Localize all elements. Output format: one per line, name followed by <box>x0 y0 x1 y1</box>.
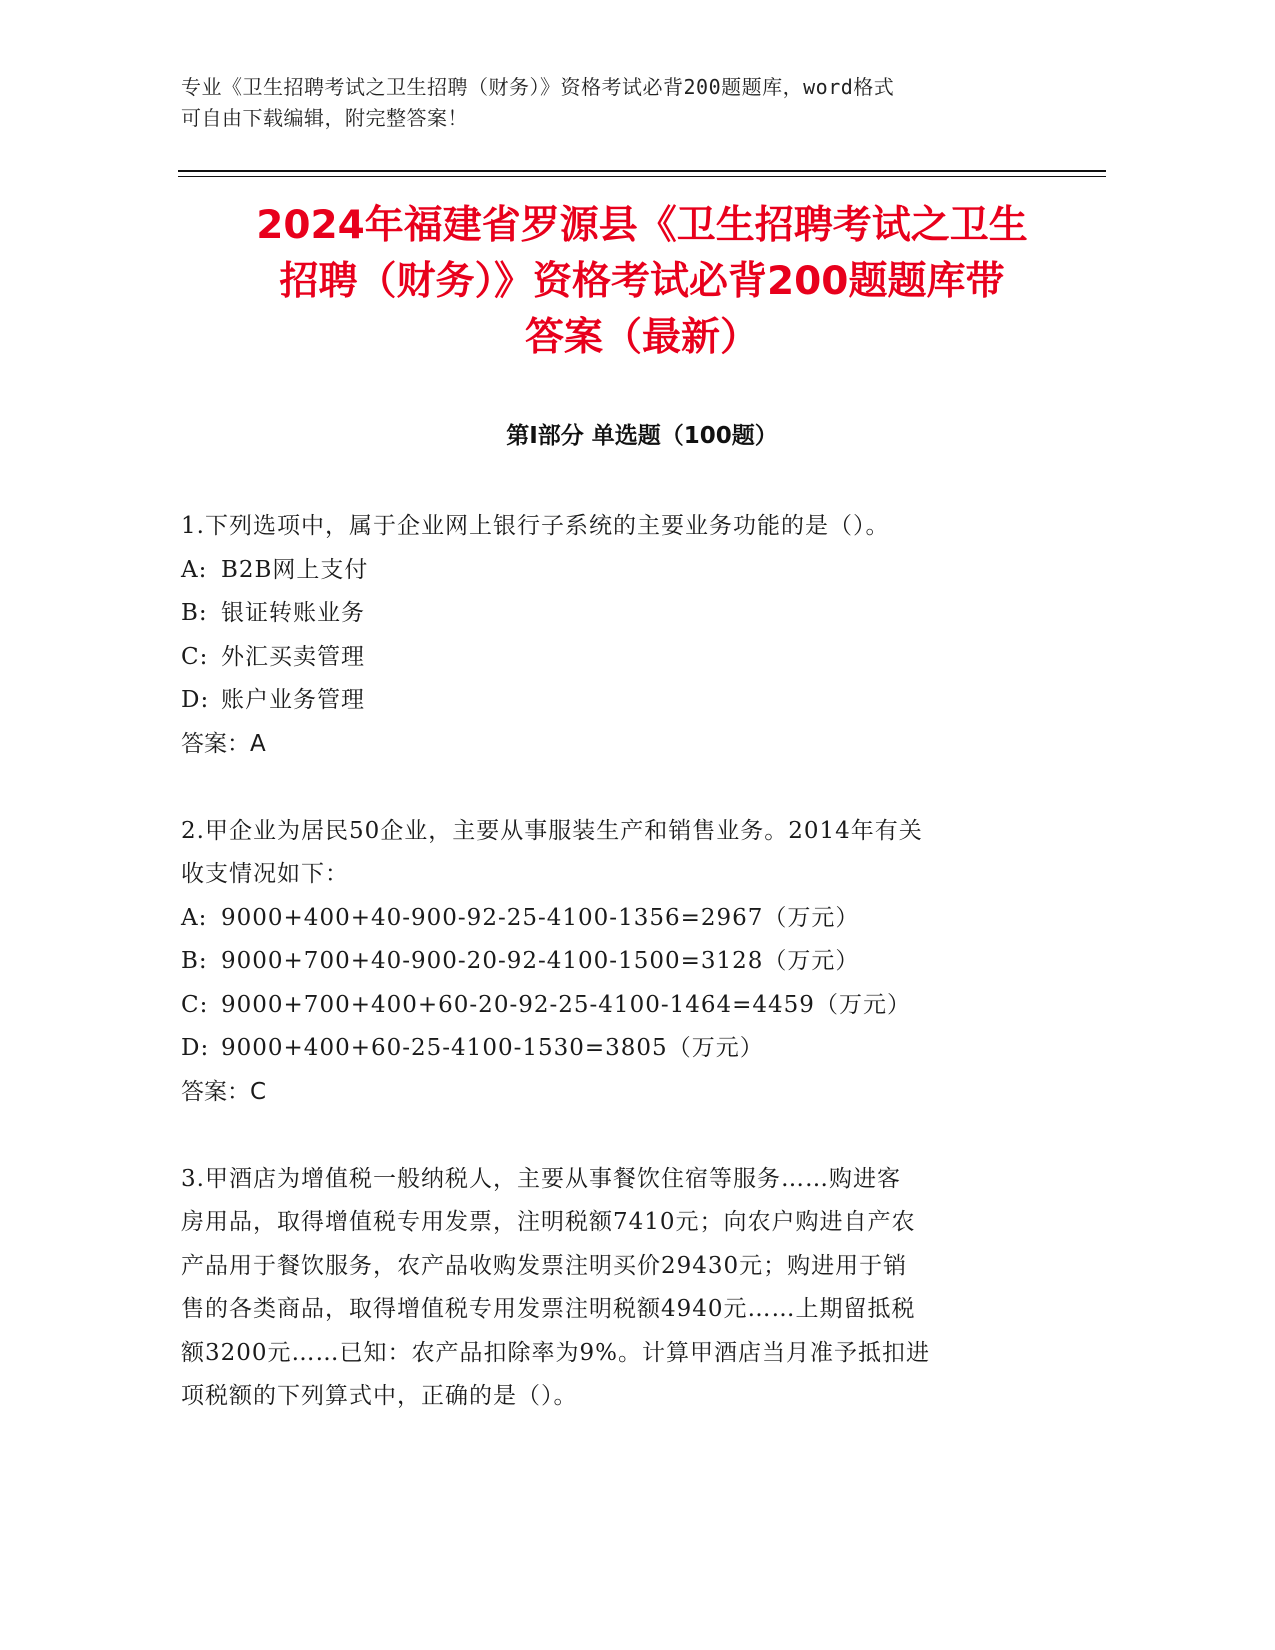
option-letter: D: <box>181 687 210 713</box>
option-c <box>181 984 1081 1028</box>
question-text: 房用品，取得增值税专用发票，注明税额7410元；向农户购进自产农 <box>181 1209 916 1235</box>
option-text: 银证转账业务 <box>221 600 365 626</box>
answer-line: 答案：C <box>181 1078 267 1105</box>
question-text: 2.甲企业为居民50企业，主要从事服装生产和销售业务。2014年有关 <box>181 817 923 844</box>
option-a <box>181 549 1081 593</box>
option-letter: D: <box>181 1035 210 1061</box>
question-text: 售的各类商品，取得增值税专用发票注明税额4940元……上期留抵税 <box>181 1296 916 1322</box>
document-title <box>178 198 1106 366</box>
option-letter: C: <box>181 643 209 670</box>
document-header-note <box>181 72 1081 134</box>
question-text: 3.甲酒店为增值税一般纳税人，主要从事餐饮住宿等服务……购进客 <box>181 1165 901 1192</box>
option-text: 9000+700+400+60-20-92-25-4100-1464=4459（万元） <box>221 991 911 1018</box>
option-c <box>181 636 1081 680</box>
option-text: 9000+400+60-25-4100-1530=3805（万元） <box>221 1035 764 1061</box>
question-text: 额3200元……已知：农产品扣除率为9%。计算甲酒店当月准予抵扣进 <box>181 1339 931 1366</box>
question-text: 收支情况如下： <box>181 861 349 887</box>
question-list <box>181 505 1081 1419</box>
option-text: 账户业务管理 <box>221 687 365 713</box>
question-2 <box>181 810 1081 1115</box>
question-text: 产品用于餐饮服务，农产品收购发票注明买价29430元；购进用于销 <box>181 1252 908 1279</box>
option-text: 9000+700+40-900-20-92-4100-1500=3128（万元） <box>221 948 860 974</box>
option-d <box>181 679 1081 723</box>
option-letter: B: <box>181 600 208 626</box>
option-text: 9000+400+40-900-92-25-4100-1356=2967（万元） <box>221 904 860 931</box>
option-b <box>181 592 1081 636</box>
title-line: 2024年福建省罗源县《卫生招聘考试之卫生 <box>256 203 1028 248</box>
question-1 <box>181 505 1081 766</box>
option-letter: C: <box>181 991 209 1018</box>
question-text: 1.下列选项中，属于企业网上银行子系统的主要业务功能的是（）。 <box>181 513 890 539</box>
answer-line: 答案：A <box>181 730 266 757</box>
title-line: 答案（最新） <box>524 315 759 360</box>
option-b <box>181 940 1081 984</box>
header-divider-thin <box>178 176 1106 177</box>
option-text: B2B网上支付 <box>221 556 369 583</box>
header-note-line: 专业《卫生招聘考试之卫生招聘（财务）》资格考试必背200题题库，word格式 <box>181 75 895 99</box>
title-line: 招聘（财务）》资格考试必背200题题库带 <box>279 259 1005 304</box>
header-divider-thick <box>178 170 1106 172</box>
header-note-line: 可自由下载编辑，附完整答案！ <box>181 106 468 130</box>
option-text: 外汇买卖管理 <box>221 643 365 670</box>
question-text: 项税额的下列算式中，正确的是（）。 <box>181 1383 578 1409</box>
option-letter: A: <box>181 904 208 931</box>
option-d <box>181 1027 1081 1071</box>
section-title: 第Ⅰ部分 单选题（100题） <box>506 423 778 449</box>
option-a <box>181 897 1081 941</box>
option-letter: B: <box>181 948 208 974</box>
option-letter: A: <box>181 556 208 583</box>
question-3 <box>181 1158 1081 1419</box>
